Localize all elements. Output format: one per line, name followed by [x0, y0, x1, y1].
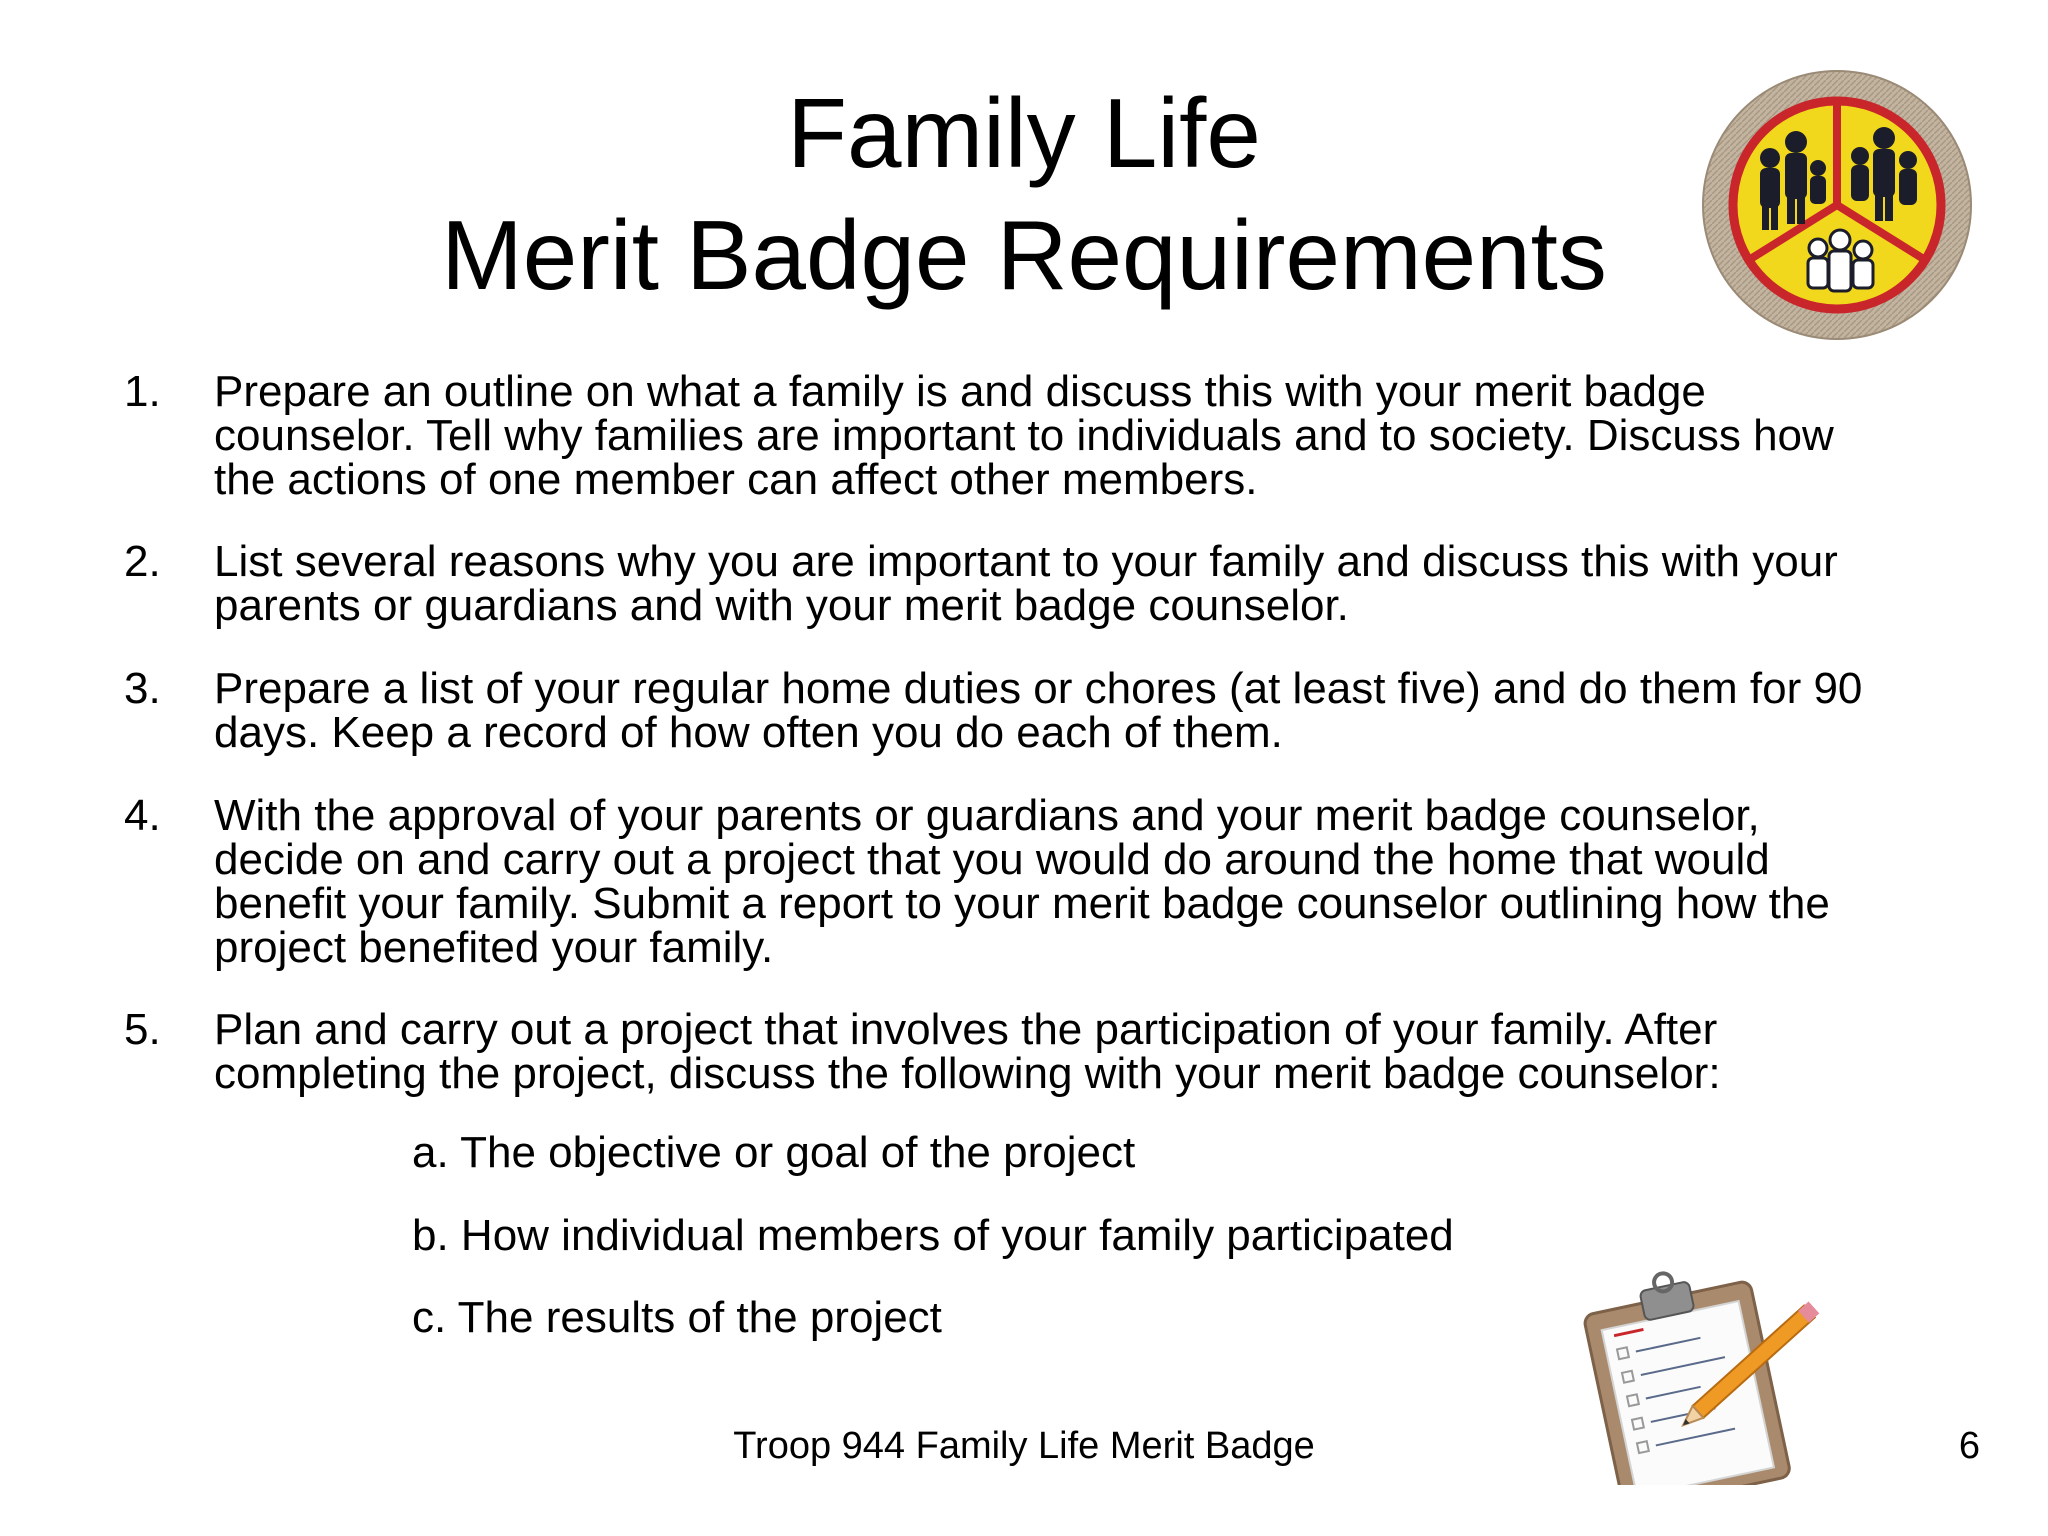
- slide-title-line-2: Merit Badge Requirements: [441, 200, 1607, 310]
- requirement-number: 3.: [124, 664, 161, 713]
- requirement-line: Prepare a list of your regular home duties or chores (at least five) and do them for 90: [214, 664, 1863, 713]
- sub-item-c: c. The results of the project: [412, 1293, 942, 1342]
- sub-item-a: a. The objective or goal of the project: [412, 1128, 1136, 1177]
- requirement-line: Plan and carry out a project that involves the participation of your family. After: [214, 1005, 1718, 1054]
- requirement-line: benefit your family. Submit a report to your merit badge counselor outlining how the: [214, 879, 1830, 928]
- requirement-line: completing the project, discuss the following with your merit badge counselor:: [214, 1049, 1721, 1098]
- requirement-line: List several reasons why you are important to your family and discuss this with your: [214, 537, 1838, 586]
- requirement-text: [214, 664, 1984, 757]
- page-number: 6: [1958, 1425, 1980, 1467]
- requirement-text: [214, 791, 1984, 972]
- requirement-text: [214, 367, 1984, 504]
- requirement-line: counselor. Tell why families are important to individuals and to society. Discuss how: [214, 411, 1834, 460]
- requirement-text: [214, 1005, 1984, 1098]
- requirement-number: 4.: [124, 791, 161, 840]
- requirement-line: Prepare an outline on what a family is and discuss this with your merit badge: [214, 367, 1706, 416]
- requirement-line: days. Keep a record of how often you do each of them.: [214, 708, 1283, 757]
- requirement-line: project benefited your family.: [214, 923, 774, 972]
- family-life-merit-badge-icon: [1700, 68, 1974, 342]
- slide-title-line-1: Family Life: [787, 78, 1261, 188]
- requirement-line: parents or guardians and with your merit badge counselor.: [214, 581, 1349, 630]
- requirement-line: the actions of one member can affect other members.: [214, 455, 1258, 504]
- requirement-number: 1.: [124, 367, 161, 416]
- sub-item-b: b. How individual members of your family participated: [412, 1211, 1454, 1260]
- footer-text: Troop 944 Family Life Merit Badge: [733, 1425, 1315, 1467]
- requirement-number: 2.: [124, 537, 161, 586]
- requirement-line: With the approval of your parents or guardians and your merit badge counselor,: [214, 791, 1760, 840]
- requirement-number: 5.: [124, 1005, 161, 1054]
- requirement-line: decide on and carry out a project that you would do around the home that would: [214, 835, 1770, 884]
- requirement-text: [214, 537, 1984, 630]
